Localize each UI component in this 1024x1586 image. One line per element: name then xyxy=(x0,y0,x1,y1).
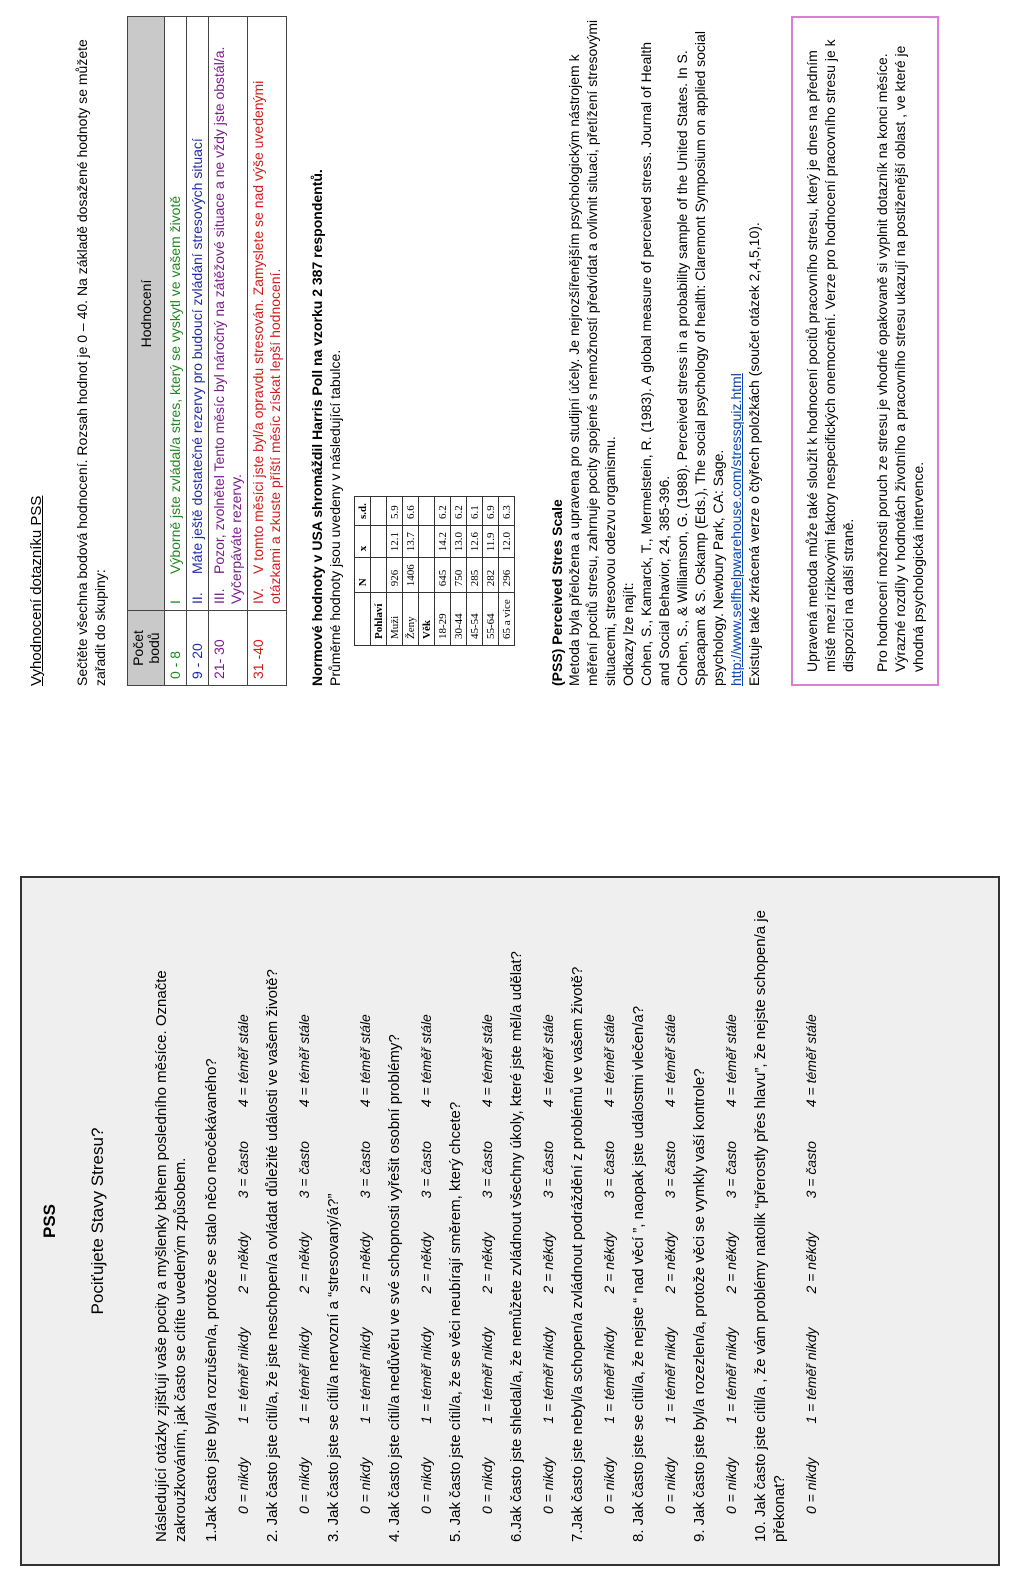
answer-option[interactable]: 1 = téměř nikdy xyxy=(479,1327,495,1424)
norms-cell: 55-64 xyxy=(483,593,499,646)
answer-option[interactable]: 2 = někdy xyxy=(803,1232,819,1294)
col-rating: Hodnocení xyxy=(128,17,165,611)
points-range: 31 -40 xyxy=(248,611,287,686)
answer-option[interactable]: 4 = téměř stále xyxy=(803,1014,819,1108)
norms-row xyxy=(435,497,451,646)
answer-option[interactable]: 3 = často xyxy=(723,1141,739,1199)
answer-option[interactable]: 2 = někdy xyxy=(601,1232,617,1294)
norms-cell: 12.6 xyxy=(467,526,483,558)
answer-scale xyxy=(723,900,739,1542)
norms-cell: 6.2 xyxy=(451,497,467,526)
pss-subtitle: Pociťujete Stavy Stresu? xyxy=(88,1127,107,1315)
answer-option[interactable]: 4 = téměř stále xyxy=(540,1014,556,1108)
answer-option[interactable]: 0 = nikdy xyxy=(357,1457,373,1514)
question-text: 7.Jak často jste nebyl/a schopen/a zvládnout podráždění z problémů ve vašem životě? xyxy=(569,966,586,1542)
evaluation-section xyxy=(20,16,1010,686)
answer-option[interactable]: 0 = nikdy xyxy=(540,1457,556,1514)
answer-scale xyxy=(540,900,556,1542)
norms-subheading: Průměrné hodnoty jsou uvedeny v následující tabulce. xyxy=(327,349,343,686)
norms-cell: 282 xyxy=(483,558,499,593)
evaluation-row xyxy=(187,17,209,686)
points-range: 0 - 8 xyxy=(165,611,187,686)
reference-1: Cohen, S., Kamarck, T., Mermelstein, R. (1983). A global measure of perceived stress. Journal of Health and Social Behavior, 24, 385-396. xyxy=(638,41,672,686)
rating-cell xyxy=(209,17,248,611)
answer-option[interactable]: 3 = často xyxy=(357,1141,373,1199)
norms-cell: 13.7 xyxy=(403,526,419,558)
answer-option[interactable]: 3 = často xyxy=(803,1141,819,1199)
rating-level: II. xyxy=(189,592,205,604)
question-text: 5. Jak často jste cítil/a, že se věci neubírají směrem, který chcete? xyxy=(447,1101,464,1542)
rating-text: Máte ještě dostatečné rezervy pro budoucí zvládání stresových situací xyxy=(189,138,205,574)
norms-cell: 12.0 xyxy=(499,526,515,558)
norms-cell: 12.1 xyxy=(387,526,403,558)
norms-cell: 1406 xyxy=(403,558,419,593)
rating-cell xyxy=(248,17,287,611)
norms-table xyxy=(354,496,515,646)
norms-cell: 6.2 xyxy=(435,497,451,526)
answer-option[interactable]: 0 = nikdy xyxy=(418,1457,434,1514)
highlight-paragraph-1: Upravená metoda může také sloužit k hodnocení pocitů pracovního stresu, který je dnes na předním místě mezi rizikovými faktory nespecifických onemocnění. Verze pro hodnocení pracovního stresu je k dispozici na další straně. xyxy=(804,39,856,672)
answer-option[interactable]: 2 = někdy xyxy=(418,1232,434,1294)
answer-option[interactable]: 1 = téměř nikdy xyxy=(803,1327,819,1424)
answer-scale xyxy=(357,900,373,1542)
answer-option[interactable]: 3 = často xyxy=(296,1141,312,1199)
answer-scale xyxy=(418,900,434,1542)
norms-row xyxy=(499,497,515,646)
norms-cell: 926 xyxy=(387,558,403,593)
norms-cell: Muži xyxy=(387,593,403,646)
answer-option[interactable]: 1 = téměř nikdy xyxy=(601,1327,617,1424)
norms-row xyxy=(403,497,419,646)
norms-row xyxy=(467,497,483,646)
norms-cell: 285 xyxy=(467,558,483,593)
norms-cell: 645 xyxy=(435,558,451,593)
answer-option[interactable]: 0 = nikdy xyxy=(296,1457,312,1514)
norms-cell: 296 xyxy=(499,558,515,593)
norms-group-label: Věk xyxy=(419,593,435,646)
pss-questionnaire-box xyxy=(20,876,1000,1566)
rating-cell xyxy=(187,17,209,611)
answer-option[interactable]: 2 = někdy xyxy=(235,1232,251,1294)
norms-header-cell xyxy=(355,593,371,646)
short-version-note: Existuje také zkrácená verze o čtyřech položkách (součet otázek 2,4,5,10). xyxy=(746,222,762,686)
answer-scale xyxy=(662,900,678,1542)
answer-option[interactable]: 4 = téměř stále xyxy=(479,1014,495,1108)
norms-header-cell: N xyxy=(355,558,371,593)
answer-option[interactable]: 2 = někdy xyxy=(357,1232,373,1294)
answer-option[interactable]: 1 = téměř nikdy xyxy=(418,1327,434,1424)
norms-cell: 13.0 xyxy=(451,526,467,558)
norms-cell: 750 xyxy=(451,558,467,593)
answer-option[interactable]: 0 = nikdy xyxy=(803,1457,819,1514)
answer-option[interactable]: 1 = téměř nikdy xyxy=(662,1327,678,1424)
norms-group-label: Pohlaví xyxy=(371,593,387,646)
norms-cell: 30-44 xyxy=(451,593,467,646)
rating-level: I xyxy=(167,600,183,604)
answer-option[interactable]: 4 = téměř stále xyxy=(357,1014,373,1108)
answer-option[interactable]: 2 = někdy xyxy=(540,1232,556,1294)
norms-cell: 6.6 xyxy=(403,497,419,526)
norms-cell: 6.9 xyxy=(483,497,499,526)
answer-option[interactable]: 1 = téměř nikdy xyxy=(540,1327,556,1424)
answer-option[interactable]: 3 = často xyxy=(235,1141,251,1199)
pss-intro: Následující otázky zjišťují vaše pocity a myšlenky během posledního měsíce. Označte zakroužkováním, jak často se cítíte uvedeným způsobem. xyxy=(153,970,189,1542)
norms-row xyxy=(483,497,499,646)
norms-header-cell: x xyxy=(355,526,371,558)
norms-cell: 6.3 xyxy=(499,497,515,526)
answer-option[interactable]: 1 = téměř nikdy xyxy=(296,1327,312,1424)
norms-cell: 18-29 xyxy=(435,593,451,646)
rating-text: Výborně jste zvládal/a stres, který se vyskytl ve vašem životě xyxy=(167,195,183,574)
question-text: 10. Jak často jste cítil/a , že vám problémy natolik “přerostly přes hlavu”, že nejste schopen/a je překonat? xyxy=(752,910,788,1542)
answer-option[interactable]: 4 = téměř stále xyxy=(601,1014,617,1108)
answer-option[interactable]: 0 = nikdy xyxy=(601,1457,617,1514)
rating-text: Pozor, zvolnětel Tento měsíc byl náročný na zátěžové situace a ne vždy jste obstál/a. Vyčerpáváte rezervy. xyxy=(211,46,244,604)
answer-option[interactable]: 4 = téměř stále xyxy=(723,1014,739,1108)
points-range: 9 - 20 xyxy=(187,611,209,686)
answer-option[interactable]: 3 = často xyxy=(540,1141,556,1199)
answer-option[interactable]: 4 = téměř stále xyxy=(418,1014,434,1108)
answer-option[interactable]: 1 = téměř nikdy xyxy=(235,1327,251,1424)
rating-text: V tomto měsíci jste byl/a opravdu stresován. Zamyslete se nad výše uvedenými otázkami a zkuste příští měsíc získat lepší hodnocení. xyxy=(250,80,283,604)
question-list xyxy=(202,900,819,1542)
references-label: Odkazy lze najít: xyxy=(620,582,636,686)
col-points: Počet bodů xyxy=(128,611,165,686)
reference-2: Cohen, S., & Williamson, G. (1988). Perceived stress in a probability sample of the United States. In S. Spacapam & S. Oskamp (Eds.), The social psychology of health: Claremont Symposium on applied social psychology. Newbury Park, CA: Sage. xyxy=(674,31,726,686)
answer-option[interactable]: 2 = někdy xyxy=(662,1232,678,1294)
rating-level: III. xyxy=(211,588,227,604)
highlight-paragraph-2: Pro hodnocení možnosti poruch ze stresu je vhodné opakovaně si vyplnit dotazník na konci měsíce. Výrazné rozdíly v hodnotách životního a pracovního stresu ukazují na postiženější oblast , ve které je vhodná psychologická intervence. xyxy=(874,45,926,672)
norms-heading: Normové hodnoty v USA shromáždil Harris Poll na vzorku 2 387 respondentů. xyxy=(309,169,325,686)
norms-row xyxy=(451,497,467,646)
answer-option[interactable]: 4 = téměř stále xyxy=(296,1014,312,1108)
norms-cell: 6.1 xyxy=(467,497,483,526)
pss-scale-text: Metoda byla přeložena a upravena pro studijní účely. Je nejrozšířenějším psychologickým nástrojem k měření pocitů stresu, zahrnuje pocity spojené s nemožností předvídat a ovlivnit situaci, přetížení stresovými situacemi, stresovou odezvu organismu. xyxy=(566,19,618,686)
evaluation-heading: Vyhodnocení dotazníku PSS xyxy=(28,495,45,686)
answer-option[interactable]: 0 = nikdy xyxy=(723,1457,739,1514)
points-range: 21- 30 xyxy=(209,611,248,686)
evaluation-intro: Sečtěte všechna bodová hodnocení. Rozsah hodnot je 0 – 40. Na základě dosažené hodnoty se můžete zařadit do skupiny: xyxy=(74,39,108,686)
rating-cell xyxy=(165,17,187,611)
evaluation-row xyxy=(209,17,248,686)
rating-level: IV. xyxy=(250,588,266,604)
answer-option[interactable]: 3 = často xyxy=(418,1141,434,1199)
question-text: 6.Jak často jste shledal/a, že nemůžete zvládnout všechny úkoly, které jste měl/a udělat? xyxy=(508,951,525,1542)
question-text: 8. Jak často jste se cítil/a, že nejste “ nad věcí ”, naopak jste událostmi vlečen/a? xyxy=(630,1005,647,1542)
answer-scale xyxy=(296,900,312,1542)
question-text: 2. Jak často jste cítil/a, že jste neschopen/a ovládat důležité události ve vašem životě? xyxy=(264,969,281,1542)
pss-title: PSS xyxy=(40,1203,59,1239)
pss-scale-heading: (PSS) Perceived Stres Scale xyxy=(549,499,565,686)
norms-row xyxy=(387,497,403,646)
question-text: 9. Jak často jste byl/a rozezlen/a, protože věci se vymkly vaší kontrole? xyxy=(691,1068,708,1542)
answer-option[interactable]: 2 = někdy xyxy=(479,1232,495,1294)
question-text: 4. Jak často jste cítil/a nedůvěru ve své schopnosti vyřešit osobní problémy? xyxy=(386,1034,403,1542)
norms-cell: 65 a více xyxy=(499,593,515,646)
answer-option[interactable]: 1 = téměř nikdy xyxy=(723,1327,739,1424)
answer-option[interactable]: 1 = téměř nikdy xyxy=(357,1327,373,1424)
answer-scale xyxy=(803,900,819,1542)
evaluation-row xyxy=(165,17,187,686)
answer-option[interactable]: 4 = téměř stále xyxy=(662,1014,678,1108)
answer-option[interactable]: 0 = nikdy xyxy=(235,1457,251,1514)
evaluation-row xyxy=(248,17,287,686)
answer-option[interactable]: 2 = někdy xyxy=(296,1232,312,1294)
norms-header-cell: s.d. xyxy=(355,497,371,526)
question-text: 3. Jak často jste se cítil/a nervozní a “stresovaný/á?” xyxy=(325,1193,342,1542)
answer-scale xyxy=(479,900,495,1542)
norms-cell: 11.9 xyxy=(483,526,499,558)
evaluation-table xyxy=(127,16,287,686)
norms-cell: 14.2 xyxy=(435,526,451,558)
answer-scale xyxy=(235,900,251,1542)
answer-option[interactable]: 0 = nikdy xyxy=(479,1457,495,1514)
answer-option[interactable]: 4 = téměř stále xyxy=(235,1014,251,1108)
answer-option[interactable]: 0 = nikdy xyxy=(662,1457,678,1514)
question-text: 1.Jak často jste byl/a rozrušen/a, protože se stalo něco neočekávaného? xyxy=(203,1058,220,1542)
answer-option[interactable]: 2 = někdy xyxy=(723,1232,739,1294)
highlight-box xyxy=(791,16,939,686)
answer-option[interactable]: 3 = často xyxy=(479,1141,495,1199)
norms-cell: Ženy xyxy=(403,593,419,646)
answer-option[interactable]: 3 = často xyxy=(662,1141,678,1199)
answer-option[interactable]: 3 = často xyxy=(601,1141,617,1199)
answer-scale xyxy=(601,900,617,1542)
norms-cell: 45-54 xyxy=(467,593,483,646)
norms-cell: 5.9 xyxy=(387,497,403,526)
stressquiz-link[interactable]: http://www.selfhelpwarehouse.com/stressquiz.html xyxy=(728,373,744,686)
